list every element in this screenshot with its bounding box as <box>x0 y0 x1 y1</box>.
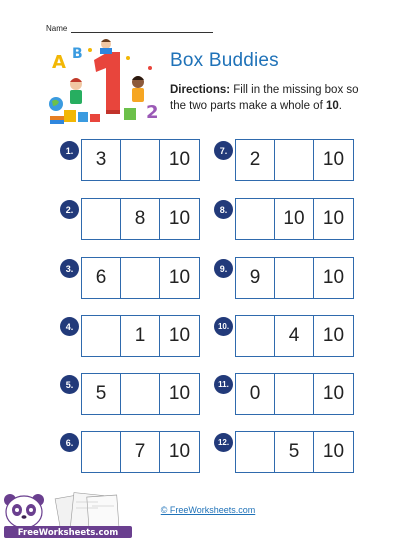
problem-number-badge: 6. <box>60 433 79 452</box>
part-b-box[interactable]: 7 <box>121 432 160 472</box>
part-a-box[interactable]: 3 <box>82 140 121 180</box>
problem-number-badge: 1. <box>60 141 79 160</box>
part-a-box[interactable]: 9 <box>236 258 275 298</box>
problem-number-badge: 2. <box>60 200 79 219</box>
directions-label: Directions: <box>170 84 231 96</box>
part-a-box[interactable] <box>236 316 275 356</box>
part-b-box[interactable]: 8 <box>121 199 160 239</box>
problem-number-badge: 10. <box>214 317 233 336</box>
problem-number-badge: 9. <box>214 259 233 278</box>
whole-box: 10 <box>168 149 191 170</box>
copyright-link[interactable]: © FreeWorksheets.com <box>160 505 256 515</box>
hero-illustration <box>46 38 164 126</box>
part-b-box[interactable] <box>121 258 160 298</box>
whole-box: 10 <box>168 441 191 462</box>
part-a-box[interactable] <box>236 432 275 472</box>
whole-box: 10 <box>322 383 345 404</box>
part-b-box[interactable]: 5 <box>275 432 314 472</box>
part-a-box[interactable]: 0 <box>236 374 275 414</box>
name-field[interactable] <box>71 25 213 33</box>
number-bond-boxes <box>81 198 200 240</box>
name-label: Name <box>46 24 68 33</box>
problem-number-badge: 8. <box>214 200 233 219</box>
part-b-box[interactable] <box>121 140 160 180</box>
svg-text:B: B <box>72 46 83 62</box>
directions-whole: 10 <box>325 100 339 112</box>
problem-number-badge: 3. <box>60 259 79 278</box>
whole-box: 10 <box>322 441 345 462</box>
problem-number-badge: 5. <box>60 375 79 394</box>
part-b-box[interactable]: 1 <box>121 316 160 356</box>
logo-wordmark: FreeWorksheets.com <box>17 528 119 538</box>
problem-number-badge: 12. <box>214 433 233 452</box>
whole-box: 10 <box>168 325 191 346</box>
number-bond-boxes <box>81 139 200 181</box>
whole-box: 10 <box>168 383 191 404</box>
number-bond-boxes <box>235 139 354 181</box>
whole-box: 10 <box>322 208 345 229</box>
part-a-box[interactable] <box>82 316 121 356</box>
part-b-box[interactable]: 4 <box>275 316 314 356</box>
problem-number-badge: 7. <box>214 141 233 160</box>
part-a-box[interactable] <box>236 199 275 239</box>
number-bond-boxes <box>235 373 354 415</box>
svg-text:A: A <box>52 52 66 73</box>
part-b-box[interactable] <box>275 374 314 414</box>
part-b-box[interactable] <box>275 140 314 180</box>
number-bond-boxes <box>81 257 200 299</box>
directions-end: . <box>338 100 342 112</box>
part-a-box[interactable]: 2 <box>236 140 275 180</box>
part-a-box[interactable]: 5 <box>82 374 121 414</box>
whole-box: 10 <box>168 267 191 288</box>
number-bond-boxes <box>235 315 354 357</box>
part-b-box[interactable]: 10 <box>275 199 314 239</box>
number-bond-boxes <box>81 315 200 357</box>
name-row <box>46 24 213 33</box>
directions-text: Fill in the missing box so the two parts make a whole of <box>170 84 359 112</box>
number-bond-boxes <box>235 431 354 473</box>
part-a-box[interactable] <box>82 432 121 472</box>
whole-box: 10 <box>322 149 345 170</box>
number-bond-boxes <box>235 198 354 240</box>
part-a-box[interactable]: 6 <box>82 258 121 298</box>
problem-number-badge: 4. <box>60 317 79 336</box>
number-bond-boxes <box>81 373 200 415</box>
directions <box>170 82 376 114</box>
problem-number-badge: 11. <box>214 375 233 394</box>
whole-box: 10 <box>322 267 345 288</box>
number-bond-boxes <box>235 257 354 299</box>
worksheet-title: Box Buddies <box>170 50 279 71</box>
svg-text:2: 2 <box>146 102 159 123</box>
part-a-box[interactable] <box>82 199 121 239</box>
whole-box: 10 <box>322 325 345 346</box>
part-b-box[interactable] <box>275 258 314 298</box>
whole-box: 10 <box>168 208 191 229</box>
part-b-box[interactable] <box>121 374 160 414</box>
number-bond-boxes <box>81 431 200 473</box>
